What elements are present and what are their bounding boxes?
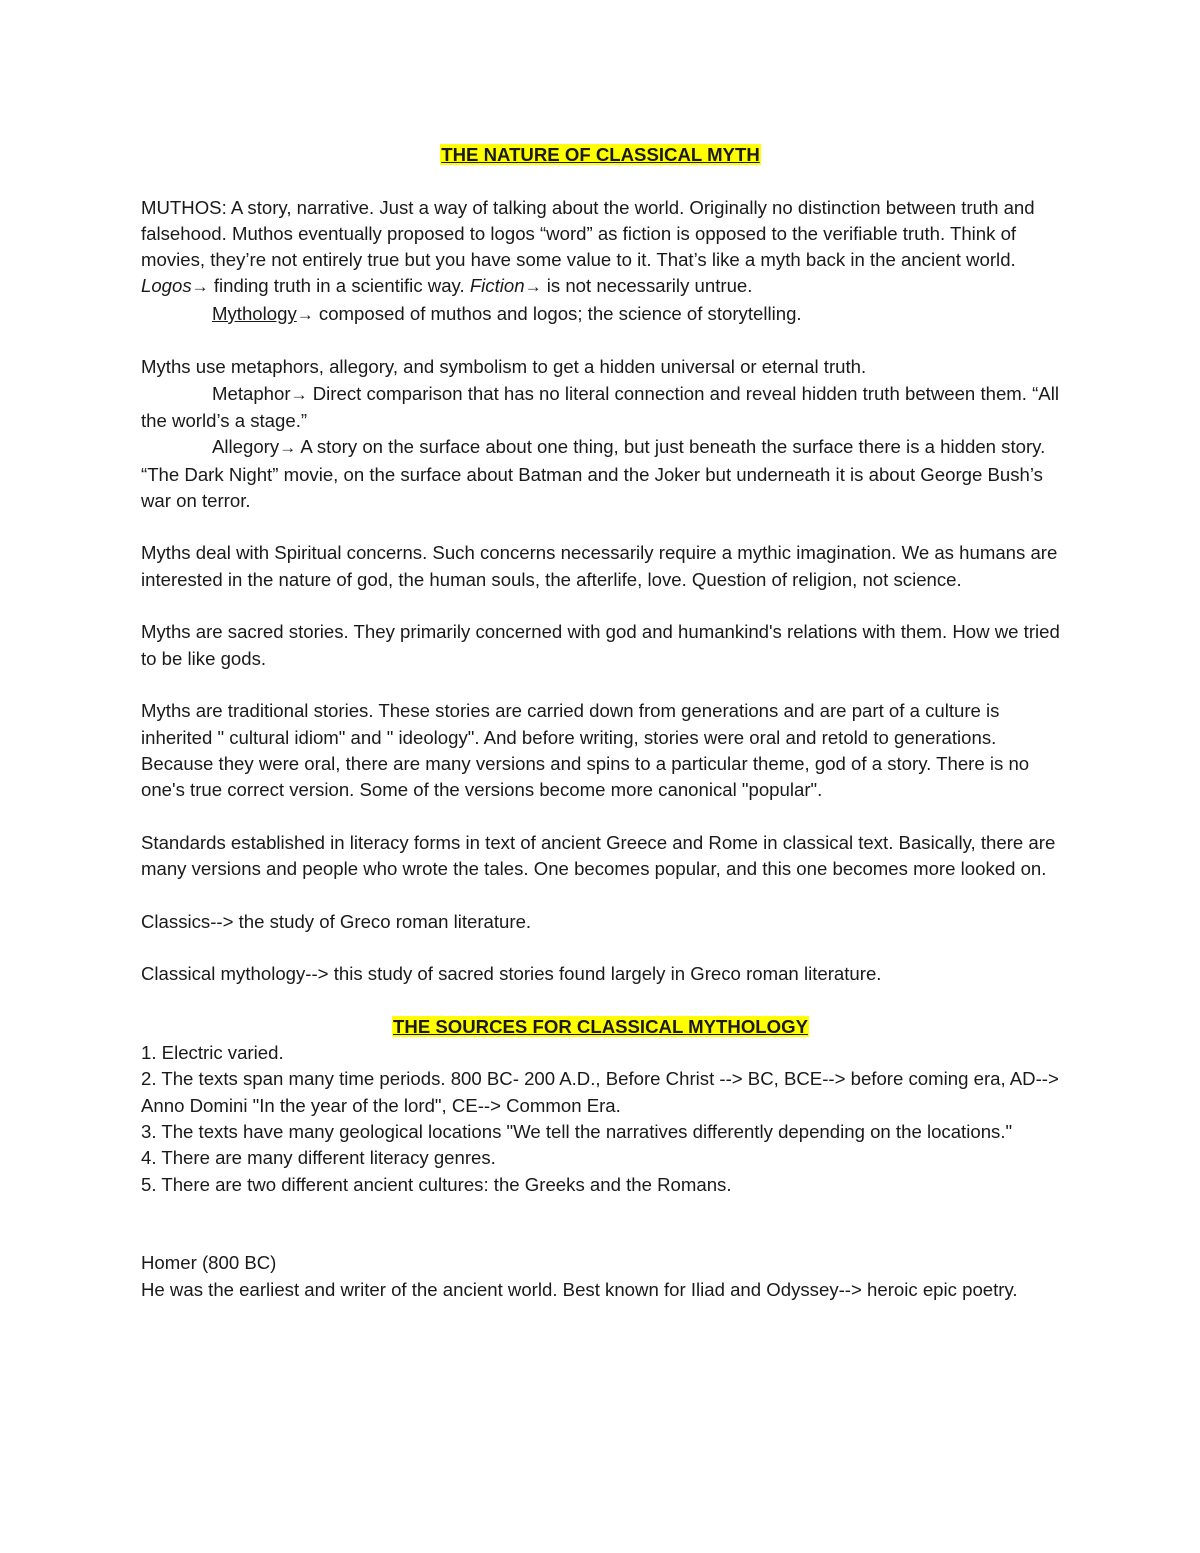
paragraph-muthos: MUTHOS: A story, narrative. Just a way of talking about the world. Originally no distinction between truth and falsehood. Muthos eventually proposed to logos “word” as fiction is opposed to the verifiable truth. Think of movies, they’re not entirely true but you have some value to it. That’s like a myth back in the ancient world. Logos→ finding truth in a scientific way. Fiction→ is not necessarily untrue. — [141, 196, 1035, 297]
term-fiction: Fiction — [469, 275, 525, 297]
arrow-icon: → — [279, 438, 297, 458]
paragraph-metaphor: Metaphor→ Direct comparison that has no literal connection and reveal hidden truth between them. “All the world’s a stage.” — [141, 382, 1059, 431]
arrow-icon: → — [524, 277, 542, 297]
paragraph-classics: Classics--> the study of Greco roman literature. — [141, 910, 532, 932]
section-heading-sources: THE SOURCES FOR CLASSICAL MYTHOLOGY — [393, 1015, 808, 1037]
paragraph-standards: Standards established in literacy forms in text of ancient Greece and Rome in classical text. Basically, there are many versions and people who wrote the tales. One becomes popular, and this one becomes more looked on. — [141, 831, 1056, 880]
paragraph-allegory: Allegory→ A story on the surface about one thing, but just beneath the surface there is a hidden story. “The Dark Night” movie, on the surface about Batman and the Joker but underneath it is about George Bush’s war on terror. — [141, 436, 1046, 511]
list-item: 3. The texts have many geological locations "We tell the narratives differently depending on the locations." — [141, 1120, 1013, 1142]
list-item: 4. There are many different literacy genres. — [141, 1147, 496, 1169]
paragraph-spiritual: Myths deal with Spiritual concerns. Such concerns necessarily require a mythic imagination. We as humans are interested in the nature of god, the human souls, the afterlife, love. Question of religion, not science. — [141, 542, 1058, 590]
paragraph-sacred: Myths are sacred stories. They primarily concerned with god and humankind's relations with them. How we tried to be like gods. — [141, 621, 1060, 669]
arrow-icon: → — [290, 384, 308, 404]
term-allegory: Allegory — [212, 436, 280, 458]
homer-title: Homer (800 BC) — [141, 1252, 277, 1274]
term-logos: Logos — [141, 275, 192, 297]
section-heading-nature: THE NATURE OF CLASSICAL MYTH — [441, 144, 760, 165]
paragraph-classical-mythology: Classical mythology--> this study of sacred stories found largely in Greco roman literature. — [141, 963, 882, 985]
paragraph-mythology: Mythology→ composed of muthos and logos; the science of storytelling. — [212, 302, 802, 324]
arrow-icon: → — [296, 304, 314, 324]
list-item: 5. There are two different ancient cultures: the Greeks and the Romans. — [141, 1173, 732, 1195]
term-metaphor: Metaphor — [212, 382, 291, 404]
list-item: 2. The texts span many time periods. 800 BC- 200 A.D., Before Christ --> BC, BCE--> before coming era, AD--> Anno Domini "In the year of the lord", CE--> Common Era. — [141, 1068, 1059, 1116]
paragraph-traditional: Myths are traditional stories. These stories are carried down from generations and are part of a culture is inherited " cultural idiom" and " ideology". And before writing, stories were oral and retold to generations. Because they were oral, there are many versions and spins to a particular theme, god of a story. There is no one's true correct version. Some of the versions become more canonical "popular". — [141, 700, 1030, 801]
list-item: 1. Electric varied. — [141, 1042, 284, 1064]
term-mythology: Mythology — [212, 302, 297, 324]
paragraph-metaphors-intro: Myths use metaphors, allegory, and symbolism to get a hidden universal or eternal truth. — [141, 356, 867, 378]
paragraph-homer: He was the earliest and writer of the ancient world. Best known for Iliad and Odyssey--> heroic epic poetry. — [141, 1278, 1018, 1300]
arrow-icon: → — [191, 277, 209, 297]
sources-list — [141, 1040, 1060, 1198]
